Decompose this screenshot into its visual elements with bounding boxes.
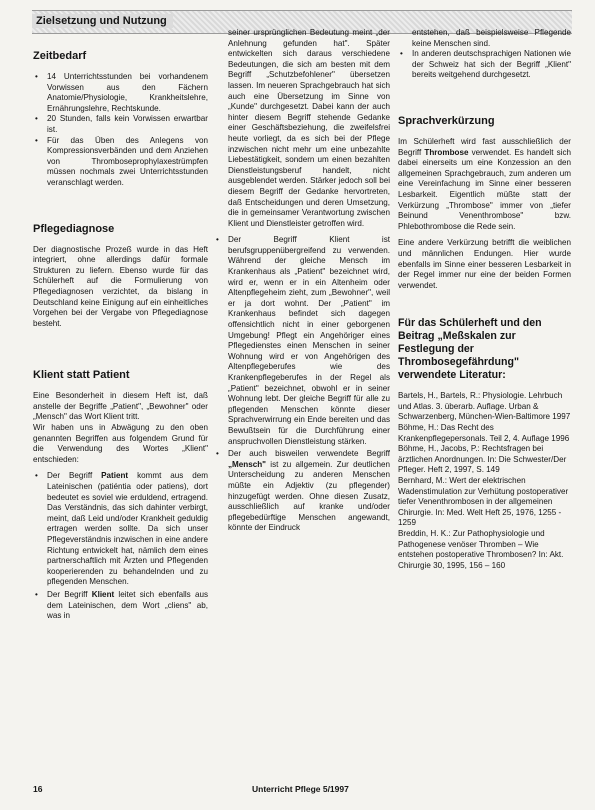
heading-sprachverkuerzung: Sprachverkürzung	[398, 114, 495, 127]
list-item: • Für das Üben des Anlegens von Kompressionsverbänden und dem Anziehen von Thromboseprophylaxestrümpfen müssen nochmals zwei Unterrichtsstunden veranschlagt werden.	[33, 136, 208, 189]
journal-footer: Unterricht Pflege 5/1997	[252, 784, 349, 794]
list-item: • In anderen deutschsprachigen Nationen wie der Schweiz hat sich der Begriff „Klient" bereits weitgehend durchgesetzt.	[398, 49, 571, 81]
page-number: 16	[33, 784, 43, 794]
heading-literatur: Für das Schülerheft und den Beitrag „Meßskalen zur Festlegung der Thrombosegefährdung" verwendete Literatur:	[398, 317, 542, 382]
klient-continued-text: seiner ursprünglichen Bedeutung meint „der Anlehnung gefunden hat". Später entwickelten sich daraus verschiedene Bedeutungen, die sich am besten mit dem Begriff „Schutzbefohlener" übersetzen lassen. Im neueren Sprachgebrauch hat sich auch eine Übersetzung im Sinne von „Kunde" durchgesetzt. Dabei kann der auch hinter diesem Begriff stehende Gedanke einer Geschäftsbeziehung, die zweifelsfrei heute vorliegt, da es sich bei der Pflege inzwischen nicht mehr um eine unbezahlte Liebestätigkeit, sondern um einen bezahlten Dienstleistungsberuf handelt, nicht ausgeblendet werden. Stärker jedoch soll bei diesem Begriff der Gedanke hervortreten, daß Entscheidungen und deren Umsetzung, die in gemeinsamer Verantwortung zwischen Klient und Dienstleister getroffen wird.	[228, 28, 390, 228]
sprach-text-1: Im Schülerheft wird fast ausschließlich der Begriff Thrombose verwendet. Es handelt sich dabei einerseits um eine Konzession an den allgemeinen Sprachgebrauch, zum anderen um eine Vereinfachung im Sinne einer besseren Lesbarkeit. Eigentlich müßte statt der Verkürzung „Thrombose" immer von „tiefer Beinund Venenthrombose" bzw. Phlebothrombose die Rede sein.	[398, 136, 571, 231]
reference-item: Bernhard, M.: Wert der elektrischen Wadenstimulation zur Verhütung postoperativer tiefer Venenthrombosen in der allgemeinen Chirurgie. In: Med. Welt Heft 25, 1976, 1255 - 1259	[398, 476, 569, 528]
sprach-text-2: Eine andere Verkürzung betrifft die weiblichen und männlichen Endungen. Hier wurde ebenfalls im Sinne einer besseren Lesbarkeit in der Regel immer nur eine der beiden Formen verwendet.	[398, 238, 571, 290]
klient-intro-1: Eine Besonderheit in diesem Heft ist, daß anstelle der Begriffe „Patient", „Bewohner" oder „Mensch" das Wort Klient tritt.	[33, 391, 208, 422]
list-item: • Der Begriff Klient leitet sich ebenfalls aus dem Lateinischen, dem Wort „cliens" ab, was in	[33, 590, 208, 622]
column-3-top-text: entstehen, daß beispielsweise Pflegende keine Menschen sind.	[412, 28, 571, 48]
column-3	[398, 28, 571, 571]
reference-list	[398, 391, 571, 571]
section-header-title: Zielsetzung und Nutzung	[32, 14, 173, 28]
pflegediagnose-text: Der diagnostische Prozeß wurde in das Heft integriert, ohne allerdings dafür formale Strukturen zu liefern. Ebenso wurde für das Schülerheft auf die Formulierung von Pflegediagnosen verzichtet, da bislang in Deutschland keine Einigung auf ein einheitliches Vorgehen bei der Vergabe von Pflegediagnose besteht.	[33, 244, 208, 328]
list-item: • Der Begriff Patient kommt aus dem Lateinischen (patiéntia oder patiens), dort bedeutet es soviel wie erduldend, ertragend. Das Verständnis, das sich dahinter verbirgt, meint, daß Leid und/oder Krankheit geduldig ertragen werden sollte. Da sich unser Pflegeverständnis inzwischen in eine andere Richtung entwickelt hat, nämlich dem eines partnerschaftlich mit Ärzten und Pflegenden kooperierenden zu behandelnden und zu pflegenden Menschen.	[33, 471, 208, 588]
reference-item: Böhme, H., Jacobs, P.: Rechtsfragen bei ärztlichen Anordnungen. In: Die Schwester/Der Pfleger. Heft 2, 1997, S. 149	[398, 444, 567, 475]
heading-zeitbedarf: Zeitbedarf	[33, 50, 87, 62]
list-item: • Der Begriff Klient ist berufsgruppenübergreifend zu verwenden. Während der gleiche Mensch im Krankenhaus als „Patient" bezeichnet wird, wird er, wenn er in ein Altenheim oder Altenpflegeheim zieht, zum „Bewohner", weil er ja dort wohnt. Der „Patient" im Krankenhaus befindet sich dagegen offensichtlich nicht in einer geborgenen Umgebung! Pflegt ein Angehöriger eines Pflegedienstes einen Menschen in seiner Wohnung wird er von Angehörigen des Altenpflegeberufes wie des Krankenpflegeberufes in der Regel als „Patient" bezeichnet, obwohl er in seiner Wohnung lebt. Der gleiche Begriff für alle zu pflegenden Menschen könnte dieser Sprachverwirrung ein Ende bereiten und das Bewußtsein für die Durchführung einer anspruchvollen Dienstleistung stärken.	[214, 235, 390, 447]
list-item: • 14 Unterrichtsstunden bei vorhandenem Vorwissen aus den Fächern Anatomie/Physiologie, Krankheitslehre, Ernährungslehre, Rechtskunde.	[33, 72, 208, 114]
reference-item: Böhme, H.: Das Recht des Krankenpflegepersonals. Teil 2, 4. Auflage 1996	[398, 423, 570, 443]
zeitbedarf-list	[33, 72, 208, 189]
klient-intro-2: Wir haben uns in Abwägung zu den oben genannten Begriffen aus folgendem Grund für die Verwendung des Wortes „Klient" entschieden:	[33, 423, 208, 464]
reference-item: Bartels, H., Bartels, R.: Physiologie. Lehrbuch und Atlas. 3. überarb. Auflage. Urban & Schwarzenberg, München-Wien-Baltimore 1997	[398, 391, 571, 422]
klient-list-end	[398, 49, 571, 81]
heading-klient: Klient statt Patient	[33, 369, 130, 382]
klient-list	[33, 471, 208, 621]
klient-list-continued	[214, 235, 390, 534]
reference-item: Breddin, H. K.: Zur Pathophysiologie und Pathogenese venöser Thromben – Wie entstehen postoperative Thrombosen? In: Akt. Chirurgie 30, 1995, 156 – 160	[398, 529, 564, 570]
column-1	[33, 50, 208, 622]
list-item: • Der auch bisweilen verwendete Begriff „Mensch" ist zu allgemein. Zur deutlichen Unterscheidung zu anderen Menschen müßte ein Adjektiv (zu pflegender) hinzugefügt werden. Ohne diesen Zusatz, ausschließlich auf kranke und/oder pflegebedürftige Menschen angewandt, könnte der Eindruck	[214, 449, 390, 534]
heading-pflegediagnose: Pflegediagnose	[33, 222, 115, 235]
list-item: • 20 Stunden, falls kein Vorwissen erwartbar ist.	[33, 114, 208, 135]
column-2	[214, 28, 390, 534]
